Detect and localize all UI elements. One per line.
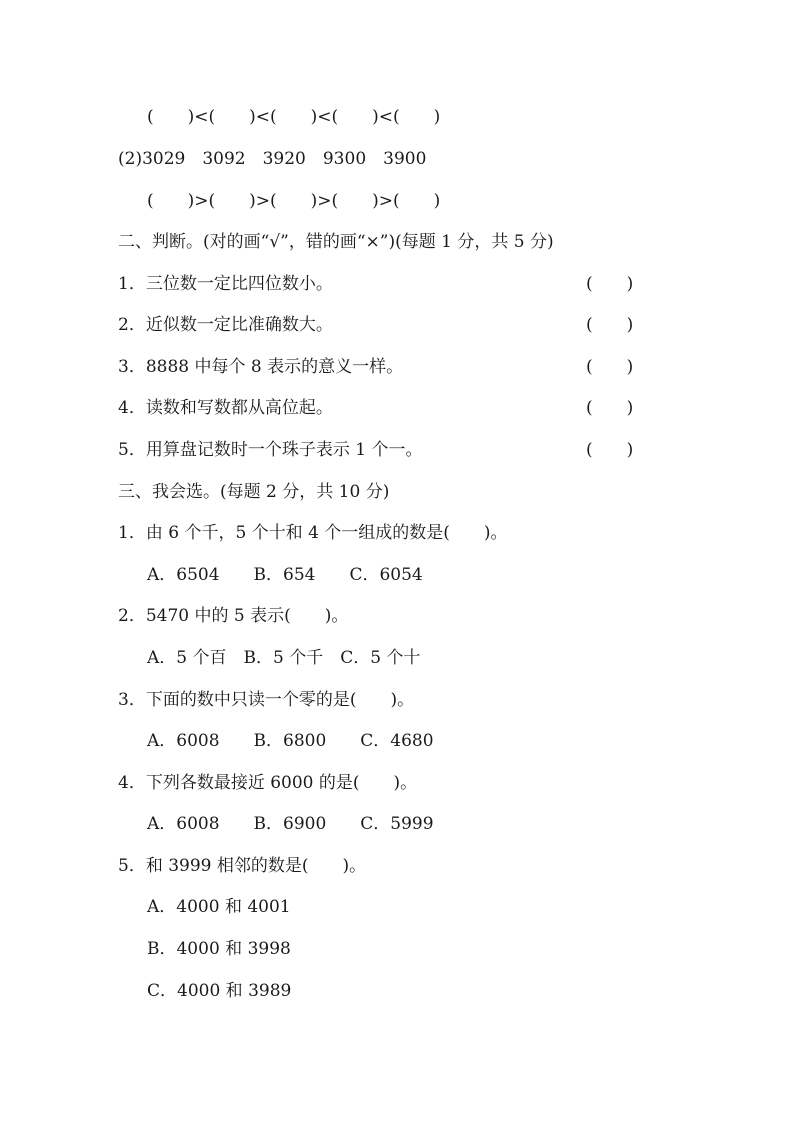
- choice-question-stem: 5．和 3999 相邻的数是( )。: [118, 856, 367, 876]
- choice-question-stem: 3．下面的数中只读一个零的是( )。: [118, 690, 415, 710]
- choice-options[interactable]: A．6008 B．6800 C．4680: [147, 731, 434, 751]
- choice-question-stem: 4．下列各数最接近 6000 的是( )。: [118, 773, 418, 793]
- choice-option-b[interactable]: B．4000 和 3998: [147, 939, 291, 959]
- section-heading-choice: 三、我会选。(每题 2 分，共 10 分): [118, 482, 390, 502]
- choice-question-stem: 2．5470 中的 5 表示( )。: [118, 606, 349, 626]
- judgment-answer-blank[interactable]: ( ): [586, 357, 634, 377]
- choice-options[interactable]: A．6504 B．654 C．6054: [147, 565, 423, 585]
- judgment-answer-blank[interactable]: ( ): [586, 315, 634, 335]
- judgment-item: 4．读数和写数都从高位起。: [118, 398, 333, 418]
- judgment-item: 5．用算盘记数时一个珠子表示 1 个一。: [118, 440, 423, 460]
- judgment-answer-blank[interactable]: ( ): [586, 398, 634, 418]
- choice-option-c[interactable]: C．4000 和 3989: [147, 981, 292, 1001]
- compare-blanks-descending[interactable]: ( )>( )>( )>( )>( ): [147, 191, 441, 211]
- judgment-item: 3．8888 中每个 8 表示的意义一样。: [118, 357, 404, 377]
- choice-option-a[interactable]: A．4000 和 4001: [147, 897, 291, 917]
- judgment-answer-blank[interactable]: ( ): [586, 274, 634, 294]
- choice-options[interactable]: A．6008 B．6900 C．5999: [147, 814, 434, 834]
- section-heading-judgment: 二、判断。(对的画“√”，错的画“×”)(每题 1 分，共 5 分): [118, 232, 554, 252]
- compare-numbers-q2: (2)3029 3092 3920 9300 3900: [118, 149, 427, 169]
- judgment-answer-blank[interactable]: ( ): [586, 440, 634, 460]
- choice-question-stem: 1．由 6 个千，5 个十和 4 个一组成的数是( )。: [118, 523, 508, 543]
- judgment-item: 1．三位数一定比四位数小。: [118, 274, 333, 294]
- judgment-item: 2．近似数一定比准确数大。: [118, 315, 333, 335]
- choice-options[interactable]: A．5 个百 B．5 个千 C．5 个十: [147, 648, 421, 668]
- compare-blanks-ascending[interactable]: ( )<( )<( )<( )<( ): [147, 107, 441, 127]
